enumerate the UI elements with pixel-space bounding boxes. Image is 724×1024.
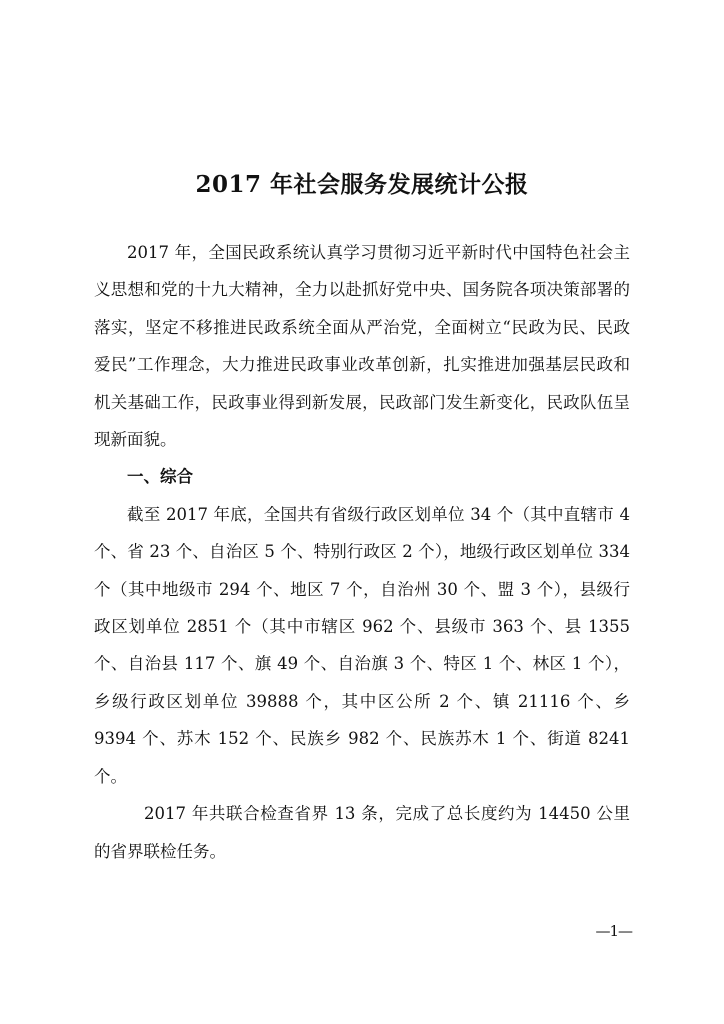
- section-heading: 一、综合: [127, 467, 193, 487]
- intro-paragraph: 2017 年，全国民政系统认真学习贯彻习近平新时代中国特色社会主义思想和党的十九大精神，全力以赴抓好党中央、国务院各项决策部署的落实，坚定不移推进民政系统全面从严治党，全面树立“民政为民、民政爱民”工作理念，大力推进民政事业改革创新，扎实推进加强基层民政和机关基础工作，民政事业得到新发展，民政部门发生新变化，民政队伍呈现新面貌。: [94, 243, 630, 450]
- document-body: [94, 234, 630, 870]
- section-paragraph-1: 截至 2017 年底，全国共有省级行政区划单位 34 个（其中直辖市 4 个、省 23 个、自治区 5 个、特别行政区 2 个），地级行政区划单位 334 个（其中地级市 294 个、地区 7 个，自治州 30 个、盟 3 个），县级行政区划单位 2851 个（其中市辖区 962 个、县级市 363 个、县 1355 个、自治县 117 个、旗 49 个、自治旗 3 个、特区 1 个、林区 1 个），乡级行政区划单位 39888 个，其中区公所 2 个、镇 21116 个、乡 9394 个、苏木 152 个、民族乡 982 个、民族苏木 1 个、街道 8241 个。: [94, 504, 630, 786]
- page-number: —1—: [595, 922, 632, 940]
- document-title: 2017 年社会服务发展统计公报: [195, 171, 529, 198]
- section-paragraph-2: 2017 年共联合检查省界 13 条，完成了总长度约为 14450 公里的省界联检任务。: [94, 804, 630, 861]
